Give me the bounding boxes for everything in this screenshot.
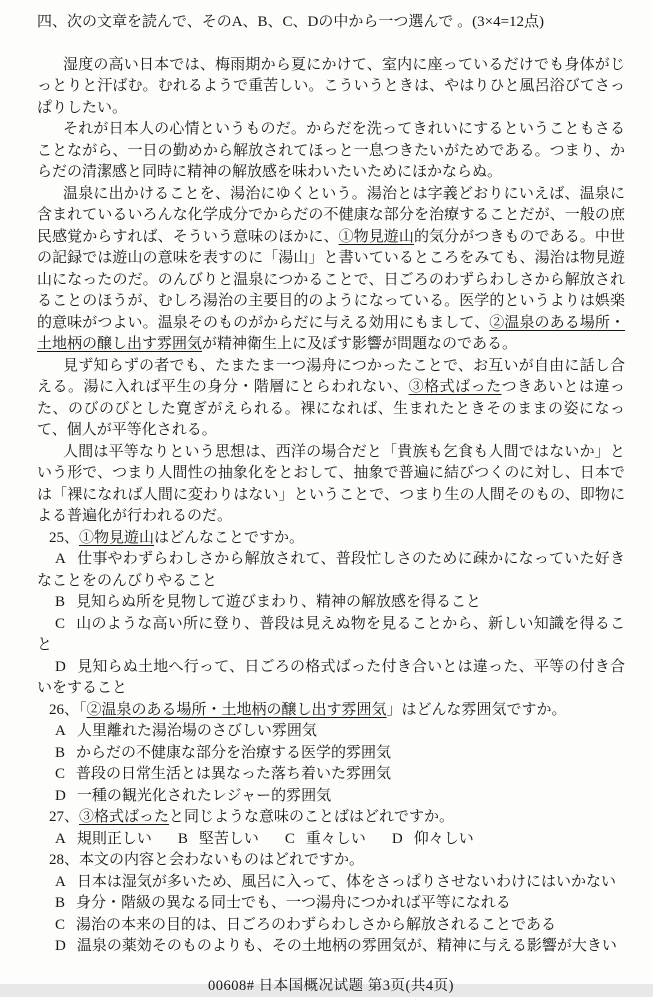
question-25-stem [37, 528, 625, 550]
option-text: 堅苦しい [199, 831, 259, 847]
option-label: D [55, 788, 66, 804]
option-text: 温泉の薬効そのものよりも、その土地柄の雰囲気が、精神に与える影響が大きい [77, 938, 617, 954]
question-number: 28、 [49, 852, 79, 868]
option-label: D [392, 831, 403, 847]
option-label: A [55, 723, 66, 739]
option-label: A [55, 551, 66, 567]
option-text: 普段の日常生活とは異なった落ち着いた雰囲気 [76, 766, 391, 782]
option-text: 一種の観光化されたレジャー的雰囲気 [77, 788, 331, 804]
question-26-option-b [37, 743, 625, 765]
question-text: 本文の内容と会わないものはどれですか。 [79, 852, 364, 868]
passage-text: 的気分がつきものである。中世の記録では遊山の意味を表すのに「湯山」と書いているところをみても、湯治は物見遊山になったのだ。のんびりと温泉につかることで、日ごろのわずらわしさから解放されることのほうが、むしろ湯治の主要目的のようになっている。医学的というよりは娯楽的意味がつよい。温泉そのものがからだに与える効用にもまして、 [37, 229, 625, 331]
question-27-options-row [37, 829, 625, 851]
question-text: と同じような意味のことばはどれですか。 [169, 809, 454, 825]
question-27-underlined-term: ③格式ばった [79, 809, 169, 825]
section-instruction: 四、次の文章を読んで、そのA、B、C、Dの中から一つ選んで 。(3×4=12点) [37, 12, 625, 34]
question-28-stem [37, 850, 625, 872]
question-text: はどんなことですか。 [154, 530, 304, 546]
passage-paragraph-4 [37, 356, 625, 442]
question-26-option-c [37, 764, 625, 786]
option-text: 日本は湿気が多いため、風呂に入って、体をさっぱりさせないわけにはいかない [77, 874, 616, 890]
question-25 [37, 528, 625, 700]
option-label: A [55, 874, 66, 890]
question-25-option-b [37, 592, 625, 614]
question-number: 27、 [49, 809, 79, 825]
option-label: B [55, 594, 65, 610]
underlined-phrase-1: ①物見遊山 [339, 229, 414, 245]
option-label: C [285, 831, 295, 847]
page-footer: 00608# 日本国概况试题 第3页(共4页) [37, 976, 625, 997]
underlined-phrase-3: ③格式ばった [409, 379, 502, 395]
option-label: C [55, 766, 65, 782]
question-25-option-d [37, 657, 625, 700]
option-text: 身分・階級の異なる同士でも、一つ湯舟につかれば平等になれる [76, 895, 511, 911]
passage-text: が精神衛生上に及ぼす影響が問題なのである。 [202, 336, 517, 352]
option-text: 見知らぬ土地へ行って、日ごろの格式ばった付き合いとは違った、平等の付き合いをすること [37, 659, 625, 697]
question-25-option-a [37, 549, 625, 592]
option-text: 仕事やわずらわしさから解放されて、普段忙しさのために疎かになっていた好きなことをのんびりやること [37, 551, 625, 589]
question-28-option-b [37, 893, 625, 915]
option-text: 見知らぬ所を見物して遊びまわり、精神の解放感を得ること [76, 594, 481, 610]
question-number: 26、「 [49, 702, 87, 718]
option-label: B [55, 745, 65, 761]
question-28-option-a [37, 872, 625, 894]
question-25-underlined-term: ①物見遊山 [79, 530, 154, 546]
option-text: からだの不健康な部分を治療する医学的雰囲気 [76, 745, 391, 761]
option-label: B [178, 831, 188, 847]
option-text: 湯治の本来の目的は、日ごろのわずらわしさから解放されることである [76, 917, 556, 933]
option-label: D [55, 938, 66, 954]
question-28-option-d [37, 936, 625, 958]
question-26 [37, 700, 625, 808]
option-text: 仰々しい [414, 831, 474, 847]
underlined-phrase-2: ②温泉のある場所・土地柄の醸し出す雰囲気 [37, 315, 625, 353]
passage-paragraph-3 [37, 184, 625, 356]
option-text: 重々しい [306, 831, 366, 847]
question-26-stem [37, 700, 625, 722]
passage-text: 温泉に出かけることを、湯治にゆくという。湯治とは字義どおりにいえば、温泉に含まれているいろんな化学成分でからだの不健康な部分を治療することだが、一般の庶民感覚からすれば、そういう意味のほかに、 [37, 186, 625, 245]
question-26-option-a [37, 721, 625, 743]
option-label: B [55, 895, 65, 911]
question-25-option-c [37, 614, 625, 657]
question-text: 」はどんな雰囲気ですか。 [387, 702, 567, 718]
passage-text: つきあいとは違った、のびのびとした寛ぎがえられる。裸になれば、生まれたときそのままの姿になって、個人が平等化される。 [37, 379, 625, 438]
question-26-option-d [37, 786, 625, 808]
option-label: D [55, 659, 66, 675]
passage-text: 見ず知らずの者でも、たまたま一つ湯舟につかったことで、お互いが自由に話し合える。湯に入れば平生の身分・階層にとらわれない、 [37, 358, 625, 396]
option-label: C [55, 917, 65, 933]
option-label: C [55, 616, 65, 632]
question-number: 25、 [49, 530, 79, 546]
question-27-stem [37, 807, 625, 829]
question-28 [37, 850, 625, 958]
option-text: 規則正しい [77, 831, 152, 847]
option-label: A [55, 831, 66, 847]
reading-passage [37, 55, 625, 528]
question-27 [37, 807, 625, 850]
question-28-option-c [37, 915, 625, 937]
option-text: 人里離れた湯治場のさびしい雰囲気 [77, 723, 317, 739]
passage-paragraph-2: それが日本人の心情というものだ。からだを洗ってきれいにするということもさることながら、一日の勤めから解放されてほっと一息つきたいがためである。つまり、からだの清潔感と同時に精神の解放感を味わいたいためにほかならぬ。 [37, 119, 625, 184]
questions-section [37, 528, 625, 958]
passage-paragraph-5: 人間は平等なりという思想は、西洋の場合だと「貴族も乞食も人間ではないか」という形で、つまり人間性の抽象化をとおして、抽象で普遍に結びつくのに対し、日本では「裸になれば人間に変わりはない」ということで、つまり生の人間そのもの、即物による普遍化が行われるのだ。 [37, 442, 625, 528]
passage-paragraph-1: 湿度の高い日本では、梅雨期から夏にかけて、室内に座っているだけでも身体がじっとりと汗ばむ。むれるようで重苦しい。こういうときは、やはりひと風呂浴びてさっぱりしたい。 [37, 55, 625, 120]
question-26-underlined-term: ②温泉のある場所・土地柄の醸し出す雰囲気 [87, 702, 387, 718]
option-text: 山のような高い所に登り、普段は見えぬ物を見ることから、新しい知識を得ること [37, 616, 625, 654]
